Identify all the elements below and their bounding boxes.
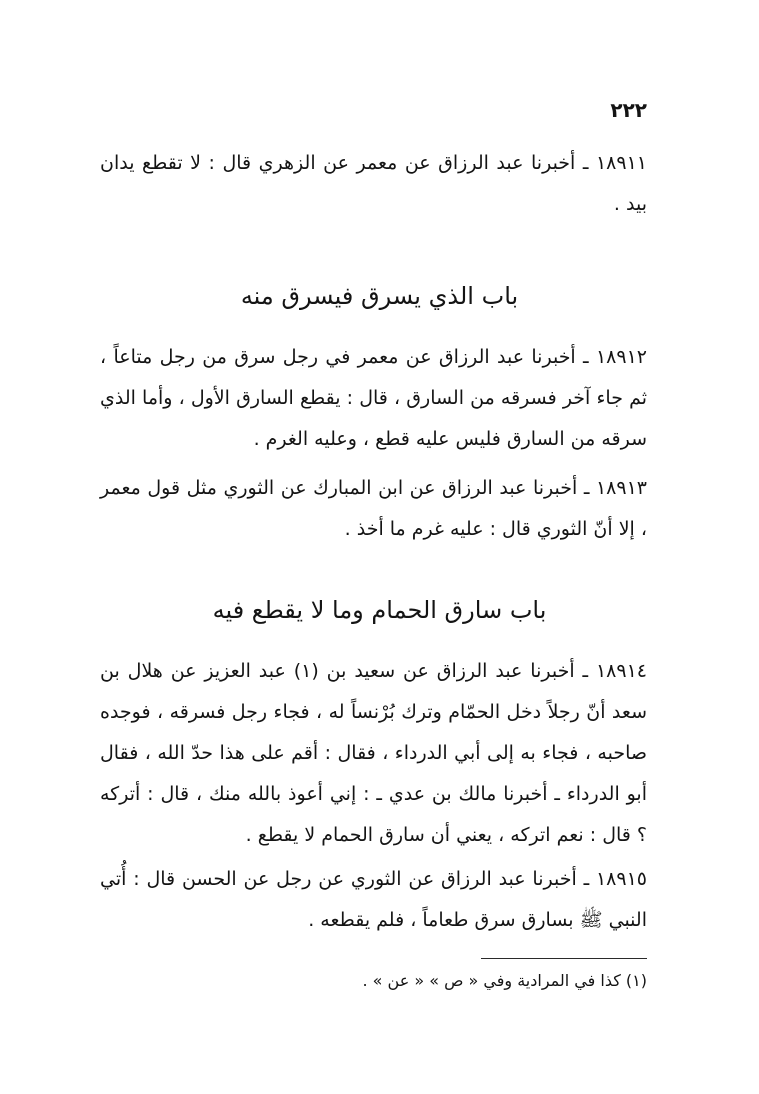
hadith-18911: ١٨٩١١ ـ أخبرنا عبد الرزاق عن معمر عن الزهري قال : لا تقطع يدان بيد .	[100, 152, 647, 215]
hadith-18914: ١٨٩١٤ ـ أخبرنا عبد الرزاق عن سعيد بن (١) عبد العزيز عن هلال بن سعد أنّ رجلاً دخل الحمّام وترك بُرْنساً له ، فجاء رجل فسرقه ، فوجده صاحبه ، فجاء به إلى أبي الدرداء ، فقال : أقم على هذا حدّ الله ، فقال أبو الدرداء ـ أخبرنا مالك بن عدي ـ : إني أعوذ بالله منك ، قال : أتركه ؟ قال : نعم اتركه ، يعني أن سارق الحمام لا يقطع .	[100, 660, 647, 846]
page-number: ٢٢٢	[610, 98, 647, 122]
hadith-18915: ١٨٩١٥ ـ أخبرنا عبد الرزاق عن الثوري عن رجل عن الحسن قال : أُتي النبي ﷺ بسارق سرق طعاماً ، فلم يقطعه .	[100, 868, 647, 931]
footnote-divider	[481, 958, 647, 959]
footnote: (١) كذا في المرادية وفي « ص » « عن » .	[362, 971, 647, 990]
hadith-18912: ١٨٩١٢ ـ أخبرنا عبد الرزاق عن معمر في رجل سرق من رجل متاعاً ، ثم جاء آخر فسرقه من السارق ، قال : يقطع السارق الأول ، وأما الذي سرقه من السارق فليس عليه قطع ، وعليه الغرم .	[100, 346, 647, 450]
hadith-18913: ١٨٩١٣ ـ أخبرنا عبد الرزاق عن ابن المبارك عن الثوري مثل قول معمر ، إلا أنّ الثوري قال : عليه غرم ما أخذ .	[100, 477, 647, 540]
chapter-heading-bathhouse-thief: باب سارق الحمام وما لا يقطع فيه	[212, 596, 547, 624]
chapter-heading-theft-from-thief: باب الذي يسرق فيسرق منه	[240, 282, 519, 310]
